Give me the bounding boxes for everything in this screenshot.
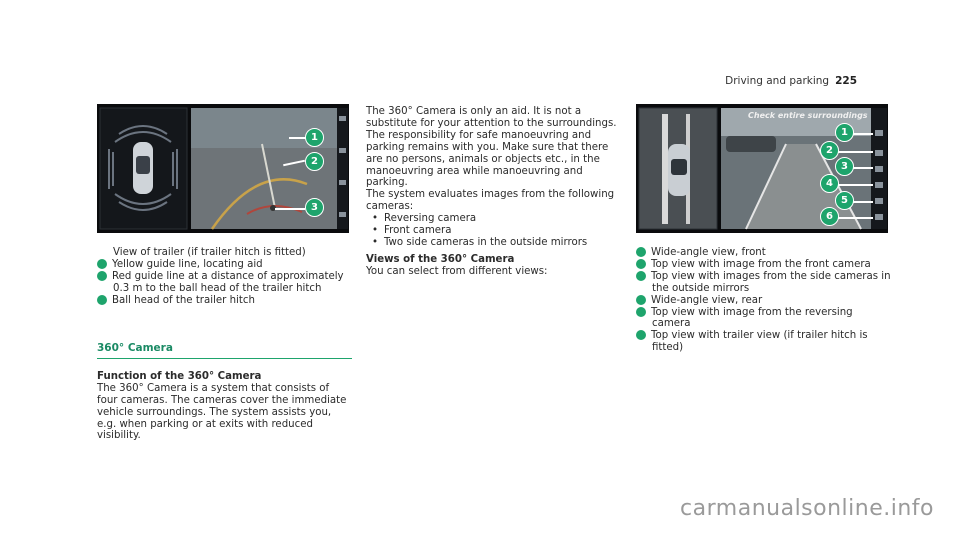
section-name: Driving and parking bbox=[725, 75, 830, 87]
callout-3: 3 bbox=[305, 198, 324, 217]
callout-2: 2 bbox=[305, 152, 324, 171]
badge-4: 4 bbox=[636, 295, 646, 305]
legend-text: Top view with trailer view (if trailer hitch is fitted) bbox=[651, 330, 868, 354]
views-heading: Views of the 360° Camera bbox=[366, 253, 515, 265]
legend-item bbox=[91, 258, 352, 271]
function-text: The 360° Camera is a system that consists of four cameras. The cameras cover the immediate vehicle surroundings. The system assists you, e.g. when parking or at exits with reduced visibility. bbox=[97, 382, 347, 442]
callout-leader-3 bbox=[275, 208, 305, 210]
section-title: 360° Camera bbox=[97, 343, 352, 359]
views-text: You can select from different views: bbox=[366, 265, 548, 277]
legend-item bbox=[91, 270, 352, 295]
callout-1: 1 bbox=[835, 123, 854, 142]
intro-text: The 360° Camera is only an aid. It is not a substitute for your attention to the surroundings. The responsibility for safe manoeuvring and parking remains with you. Make sure that there are no persons, animals or objects etc., in the manoeuvring area while manoeuvring and parking. bbox=[366, 106, 617, 189]
legend-item bbox=[91, 294, 352, 307]
callout-1: 1 bbox=[305, 128, 324, 147]
legend-text: Red guide line at a distance of approximately 0.3 m to the ball head of the trailer hitch bbox=[112, 270, 344, 294]
trailer-view-image bbox=[97, 104, 349, 233]
evaluates-text: The system evaluates images from the following cameras: bbox=[366, 189, 615, 213]
legend-item bbox=[630, 258, 892, 271]
callout-leader bbox=[851, 133, 873, 135]
badge-3: 3 bbox=[636, 271, 646, 281]
legend-item bbox=[630, 247, 892, 259]
list-item: • Front camera bbox=[384, 225, 620, 237]
callout-leader bbox=[851, 201, 873, 203]
badge-1: 1 bbox=[97, 259, 107, 269]
badge-2: 2 bbox=[97, 271, 107, 281]
legend-text: Top view with images from the side cameras in the outside mirrors bbox=[651, 270, 891, 294]
list-item: • Reversing camera bbox=[384, 213, 620, 225]
callout-4: 4 bbox=[820, 174, 839, 193]
callout-6: 6 bbox=[820, 207, 839, 226]
list-item: • Two side cameras in the outside mirrors bbox=[384, 237, 620, 249]
legend-text: Top view with image from the reversing camera bbox=[651, 306, 853, 330]
callout-leader bbox=[837, 151, 873, 153]
section-360-camera bbox=[97, 343, 352, 442]
callout-2: 2 bbox=[820, 141, 839, 160]
callout-leader bbox=[837, 217, 873, 219]
badge-5: 5 bbox=[636, 307, 646, 317]
column-1 bbox=[91, 247, 352, 307]
column-2 bbox=[366, 106, 620, 278]
watermark: carmanualsonline.info bbox=[680, 496, 934, 521]
legend-text: Top view with image from the front camera bbox=[651, 258, 871, 270]
screen-banner: Check entire surroundings bbox=[748, 111, 868, 120]
camera-list bbox=[366, 213, 620, 249]
callout-leader bbox=[851, 167, 873, 169]
legend-text: Ball head of the trailer hitch bbox=[112, 294, 255, 306]
column-3 bbox=[630, 247, 892, 354]
badge-3: 3 bbox=[97, 295, 107, 305]
callout-5: 5 bbox=[835, 191, 854, 210]
function-heading: Function of the 360° Camera bbox=[97, 370, 262, 382]
callout-3: 3 bbox=[835, 157, 854, 176]
callout-leader bbox=[837, 184, 873, 186]
page-number: 225 bbox=[835, 75, 857, 87]
badge-1: 1 bbox=[636, 247, 646, 257]
legend-item bbox=[630, 294, 892, 307]
camera-views-image bbox=[636, 104, 888, 233]
legend-item bbox=[630, 306, 892, 331]
badge-2: 2 bbox=[636, 259, 646, 269]
legend-text: Yellow guide line, locating aid bbox=[112, 258, 263, 270]
legend-text: Wide-angle view, front bbox=[651, 247, 766, 258]
legend-item bbox=[630, 330, 892, 354]
running-header bbox=[725, 75, 857, 87]
legend-item bbox=[630, 270, 892, 295]
legend-text: Wide-angle view, rear bbox=[651, 294, 763, 306]
figure-caption: View of trailer (if trailer hitch is fitted) bbox=[113, 247, 306, 258]
badge-6: 6 bbox=[636, 330, 646, 340]
